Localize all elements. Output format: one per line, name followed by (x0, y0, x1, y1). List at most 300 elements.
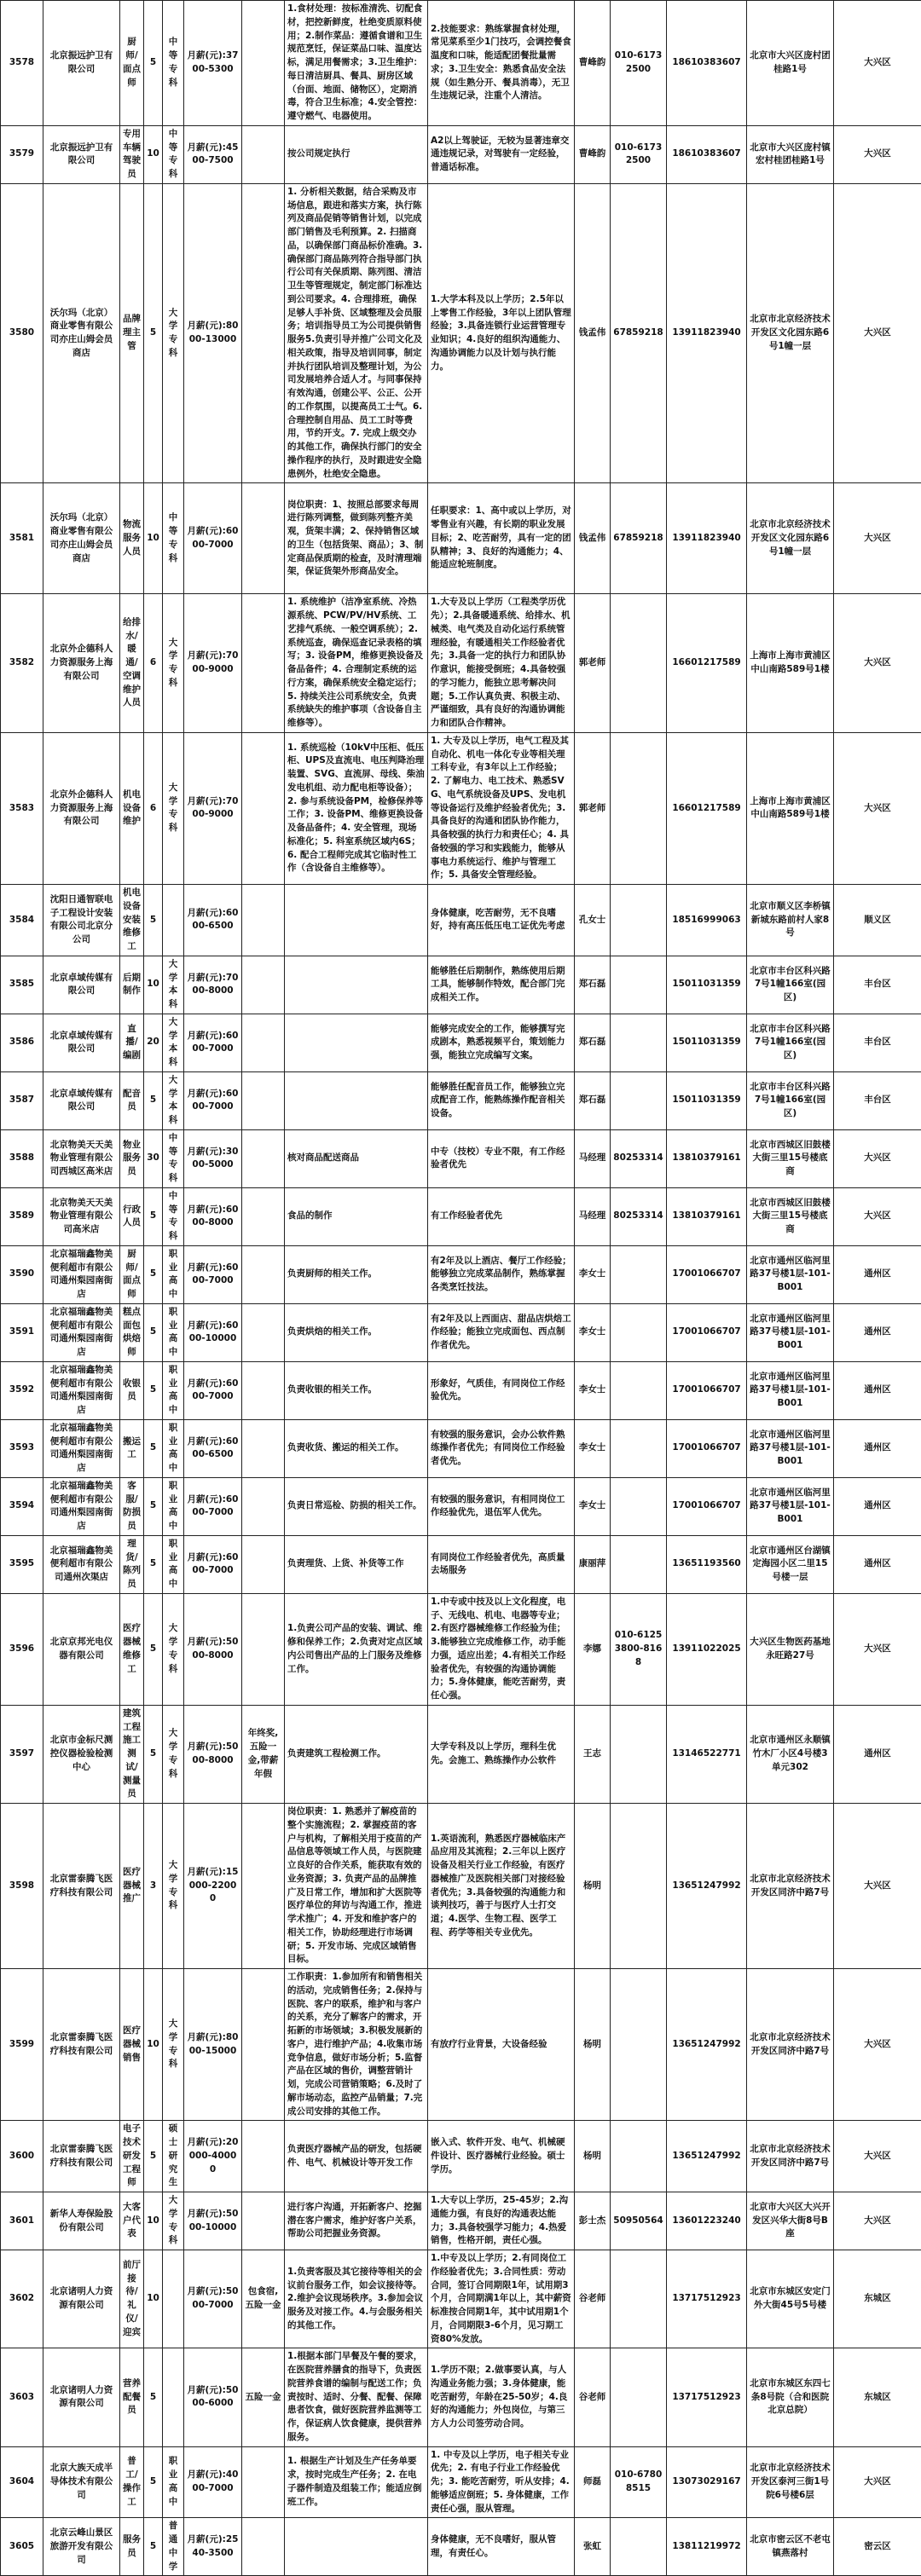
education-cell: 职业高中 (163, 2446, 184, 2518)
requirements-cell: 1.中专及以上学历；2.有同岗位工作经验者优先；3.合同性质：劳动合同，签订合同期限1年，试用期3个月，合同期满1年以上，其中薪资标准按合同期1年，其中试用期1个月，合同期限3-6个月，见习期工资80%发放。 (428, 2250, 575, 2348)
headcount-cell: 20 (144, 1014, 163, 1071)
contact-person-cell: 谷老师 (575, 2250, 611, 2348)
contact-person-cell: 杨明 (575, 1969, 611, 2121)
landline-cell (611, 732, 667, 884)
contact-person-cell: 马经理 (575, 1129, 611, 1187)
company-name-cell: 北京卓域传媒有限公司 (43, 1014, 120, 1071)
district-cell: 大兴区 (834, 2192, 921, 2250)
position-cell: 后期制作 (120, 956, 144, 1014)
district-cell: 大兴区 (834, 483, 921, 594)
duties-cell: 1. 根据生产计划及生产任务单要求，按时完成生产任务；2. 在电子器件制造及组装工作；能适应倒班工作。 (285, 2446, 428, 2518)
salary-cell: 月薪(元):5000-6000 (184, 2348, 242, 2446)
position-cell: 医疗器械维修工 (120, 1593, 144, 1705)
contact-person-cell: 郭老师 (575, 594, 611, 733)
headcount-cell: 5 (144, 1593, 163, 1705)
benefits-cell (242, 1071, 285, 1129)
position-cell: 医疗器械销售 (120, 1969, 144, 2121)
requirements-cell: 嵌入式、软件开发、电气、机械硬件设计、医疗器械行业经验。硕士学历。 (428, 2121, 575, 2192)
duties-cell: 负责医疗器械产品的研发，包括硬件、电气、机械设计等开发工作 (285, 2121, 428, 2192)
requirements-cell: 1.大专以上学历，25-45岁；2.沟通能力强，有良好的沟通表达能力；3.具备较强学习能力；4.热爱销售，性格开朗，责任心强。 (428, 2192, 575, 2250)
requirements-cell: 2.技能要求：熟练掌握食材处理，常见菜系至少1门技巧，会调控餐食温度和口味，能适配团餐批量需求；3.卫生安全：熟悉食品安全法规（如生熟分开、餐具消毒），无卫生违规记录，注重个人清洁。 (428, 1, 575, 126)
row-id-cell: 3583 (1, 732, 43, 884)
position-cell: 服务员 (120, 2518, 144, 2576)
requirements-cell: 有放疗行业背景，大设备经验 (428, 1969, 575, 2121)
headcount-cell: 5 (144, 2348, 163, 2446)
row-id-cell: 3585 (1, 956, 43, 1014)
education-cell: 职业高中 (163, 1477, 184, 1535)
landline-cell (611, 1071, 667, 1129)
benefits-cell (242, 1361, 285, 1419)
address-cell: 北京市顺义区李桥镇新城东路前村人家8号 (747, 885, 834, 956)
mobile-cell: 17001066707 (667, 1245, 747, 1303)
table-row (1, 594, 921, 733)
district-cell: 通州区 (834, 1361, 921, 1419)
table-row (1, 1535, 921, 1593)
requirements-cell: 身体健康，无不良嗜好，服从管理，有责任心。 (428, 2518, 575, 2576)
district-cell: 东城区 (834, 2348, 921, 2446)
contact-person-cell: 马经理 (575, 1187, 611, 1245)
position-cell: 行政人员 (120, 1187, 144, 1245)
education-cell: 职业高中 (163, 1419, 184, 1477)
benefits-cell (242, 1187, 285, 1245)
headcount-cell: 5 (144, 1419, 163, 1477)
contact-person-cell: 曹峰韵 (575, 125, 611, 183)
requirements-cell: 大学专科及以上学历，理科生优先。会施工、熟练操作办公软件 (428, 1705, 575, 1803)
duties-cell: 1.食材处理：按标准清洗、切配食材，把控新鲜度，杜绝变质原料使用；2.制作菜品：遵循食谱和卫生规范烹饪，保证菜品口味、温度达标，满足用餐需求；3.卫生维护：每日清洁厨具、餐具、厨房区域（台面、地面、储物区），定期消毒，符合卫生标准；4.安全管控：遵守燃气、电器使用。 (285, 1, 428, 126)
address-cell: 北京市北京经济技术开发区文化园东路6号1幢一层 (747, 183, 834, 483)
education-cell: 大学专科 (163, 2192, 184, 2250)
requirements-cell: 1. 中专及以上学历，电子相关专业优先；2. 有电子行业工作经验优先；3. 能吃苦耐劳，听从安排；4. 能够适应倒班；5. 身体健康，工作责任心强，服从管理。 (428, 2446, 575, 2518)
mobile-cell: 18610383607 (667, 125, 747, 183)
position-cell: 厨师/面点师 (120, 1, 144, 126)
mobile-cell: 17001066707 (667, 1419, 747, 1477)
address-cell: 北京市西城区旧鼓楼大街三里15号楼底商 (747, 1187, 834, 1245)
table-row (1, 2446, 921, 2518)
duties-cell: 负责日常巡检、防损的相关工作。 (285, 1477, 428, 1535)
mobile-cell: 13651247992 (667, 1804, 747, 1969)
headcount-cell: 10 (144, 483, 163, 594)
contact-person-cell: 郑石磊 (575, 1014, 611, 1071)
table-row (1, 1969, 921, 2121)
benefits-cell (242, 732, 285, 884)
contact-person-cell: 郑石磊 (575, 956, 611, 1014)
requirements-cell: 有2年及以上西面店、甜品店烘焙工作经验；能独立完成面包、西点制作者优先。 (428, 1303, 575, 1361)
table-row (1, 2348, 921, 2446)
salary-cell: 月薪(元):7000-9000 (184, 594, 242, 733)
address-cell: 北京市东城区安定门外大街45号5号楼 (747, 2250, 834, 2348)
headcount-cell: 5 (144, 1361, 163, 1419)
contact-person-cell: 郑石磊 (575, 1071, 611, 1129)
mobile-cell: 17001066707 (667, 1361, 747, 1419)
benefits-cell (242, 1477, 285, 1535)
requirements-cell: 1.学历不限；2.做事要认真，与人沟通业务能力强；3.身体健康，能吃苦耐劳，年龄在25-50岁；4.良好的沟通能力；外包岗位，与第三方人力公司签劳动合同。 (428, 2348, 575, 2446)
headcount-cell: 5 (144, 2446, 163, 2518)
duties-cell: 1. 分析相关数据，结合采购及市场信息，跟进和落实方案，执行陈列及商品促销等销售计划，以完成部门销售及毛利预算。2. 扫描商品，以确保部门商品标价准确。3. 确保部门商品陈列符合指导部门执行公司有关保质期、陈列图、清洁卫生等管理规定，制定部门标准达到公司要求。4. 合理排班，确保足够人手补货、区域整理及会员服务；培训指导员工为公司提供销售服务5.负责引导并推广公司文化及相关政策，指导及培训同事，制定并执行团队培训及整理计划，为公司发展培养合适人才。与同事保持有效沟通，创建公平、公正、公开的工作氛围，以提高员工士气。6. 合理控制自用品、员工工时等费用，节约开支。7. 完成上级交办的其他工作，确保执行部门的安全操作程序的执行，及时跟进安全隐患例外，杜绝安全隐患。 (285, 183, 428, 483)
headcount-cell: 5 (144, 1071, 163, 1129)
requirements-cell: 有同岗位工作经验者优先，高质量去场服务 (428, 1535, 575, 1593)
row-id-cell: 3604 (1, 2446, 43, 2518)
district-cell: 通州区 (834, 1419, 921, 1477)
headcount-cell: 10 (144, 2250, 163, 2348)
landline-cell (611, 2250, 667, 2348)
position-cell: 收银员 (120, 1361, 144, 1419)
duties-cell: 岗位职责：1、按照总部要求每周进行陈列调整，做到陈列整齐美观，货架丰满；2、保持销售区域的卫生（包括货架、商品）；3、制定商品保质期的检查，及时清理端架，保证货架外形商品安全。 (285, 483, 428, 594)
contact-person-cell: 李女士 (575, 1245, 611, 1303)
address-cell: 北京市通州区台湖镇定海园小区二里15号楼一层 (747, 1535, 834, 1593)
contact-person-cell: 李女士 (575, 1303, 611, 1361)
benefits-cell (242, 956, 285, 1014)
headcount-cell: 30 (144, 1129, 163, 1187)
education-cell: 大学专科 (163, 1705, 184, 1803)
landline-cell (611, 1969, 667, 2121)
requirements-cell: 有较强的服务意识，会办公软件熟练操作者优先；有同岗位工作经验者优先。 (428, 1419, 575, 1477)
mobile-cell: 13911823940 (667, 183, 747, 483)
landline-cell (611, 1535, 667, 1593)
address-cell: 北京市北京经济技术开发区同济中路7号 (747, 2121, 834, 2192)
contact-person-cell: 郭老师 (575, 732, 611, 884)
mobile-cell: 16601217589 (667, 732, 747, 884)
position-cell: 医疗器械推广 (120, 1804, 144, 1969)
landline-cell (611, 956, 667, 1014)
company-name-cell: 北京福瑞鑫物美便利超市有限公司通州梨园南街店 (43, 1303, 120, 1361)
district-cell: 通州区 (834, 1477, 921, 1535)
company-name-cell: 北京云峰山景区旅游开发有限公司 (43, 2518, 120, 2576)
education-cell: 硕士研究生 (163, 2121, 184, 2192)
row-id-cell: 3578 (1, 1, 43, 126)
education-cell: 大学专科 (163, 594, 184, 733)
row-id-cell: 3586 (1, 1014, 43, 1071)
district-cell: 大兴区 (834, 1804, 921, 1969)
row-id-cell: 3594 (1, 1477, 43, 1535)
salary-cell: 月薪(元):7000-9000 (184, 732, 242, 884)
mobile-cell: 17001066707 (667, 1303, 747, 1361)
table-row (1, 1071, 921, 1129)
row-id-cell: 3600 (1, 2121, 43, 2192)
duties-cell: 工作职责：1.参加所有和销售相关的活动，完成销售任务；2.保持与医院、客户的联系，维护和与客户的关系，充分了解客户的需求，开拓新的市场领域；3.积极发展新的客户，进行维护产品；4.收集市场竞争信息，做好市场分析；5.监督产品在区域的售价，调整营销计划，完成公司营销策略；6.及时了解市场动态，监控产品销量；7.完成公司安排的其他工作。 (285, 1969, 428, 2121)
benefits-cell (242, 1419, 285, 1477)
mobile-cell: 13601223240 (667, 2192, 747, 2250)
duties-cell: 进行客户沟通，开拓新客户、挖掘潜在客户需求，维护好客户关系，帮助公司把握业务资源。 (285, 2192, 428, 2250)
job-rows (1, 1, 921, 2576)
benefits-cell (242, 1245, 285, 1303)
headcount-cell: 5 (144, 2518, 163, 2576)
table-row (1, 2192, 921, 2250)
salary-cell: 月薪(元):6000-6500 (184, 885, 242, 956)
headcount-cell: 5 (144, 183, 163, 483)
education-cell: 大学专科 (163, 1969, 184, 2121)
benefits-cell (242, 885, 285, 956)
salary-cell: 月薪(元):4500-7500 (184, 125, 242, 183)
row-id-cell: 3595 (1, 1535, 43, 1593)
benefits-cell: 包食宿,五险一金 (242, 2250, 285, 2348)
table-row (1, 1361, 921, 1419)
company-name-cell: 北京雷泰腾飞医疗科技有限公司 (43, 2121, 120, 2192)
contact-person-cell: 张虹 (575, 2518, 611, 2576)
requirements-cell: 身体健康，吃苦耐劳，无不良嗜好，持有高压低压电工证优先考虑 (428, 885, 575, 956)
address-cell: 北京市大兴区庞村团桂路1号 (747, 1, 834, 126)
mobile-cell: 18516999063 (667, 885, 747, 956)
salary-cell: 月薪(元):5000-8000 (184, 1705, 242, 1803)
district-cell: 丰台区 (834, 1071, 921, 1129)
table-row (1, 1419, 921, 1477)
table-row (1, 1705, 921, 1803)
company-name-cell: 北京福瑞鑫物美便利超市有限公司通州次渠店 (43, 1535, 120, 1593)
duties-cell: 1. 系统巡检（10kV中压柜、低压柜、UPS及直流电、电压判降治理装置、SVG、直流屏、母线、柴油发电机组、动力配电柜等设备）；2. 参与系统设备PM，检修保养等工作；3. 设备PM、维修更换设备及备品备件；4. 安全管理，现场标准化；5. 科室系统区域内6S；6. 配合工程师完成其它临时性工作（含设备自主维修等）。 (285, 732, 428, 884)
education-cell: 职业高中 (163, 1535, 184, 1593)
district-cell: 通州区 (834, 1245, 921, 1303)
benefits-cell (242, 1593, 285, 1705)
company-name-cell: 沃尔玛（北京）商业零售有限公司亦庄山姆会员商店 (43, 183, 120, 483)
contact-person-cell: 李女士 (575, 1361, 611, 1419)
table-row (1, 1, 921, 126)
benefits-cell (242, 2446, 285, 2518)
benefits-cell: 年终奖,五险一金,带薪年假 (242, 1705, 285, 1803)
address-cell: 北京市北京经济技术开发区同济中路7号 (747, 1804, 834, 1969)
education-cell: 中等专科 (163, 1187, 184, 1245)
district-cell: 东城区 (834, 2250, 921, 2348)
address-cell: 北京市丰台区科兴路7号1幢166室(园区) (747, 956, 834, 1014)
duties-cell: 1.负责客服及其它接待等相关的会议前台服务工作，如会议接待等。2.维护会议现场秩序。3.参加会议服务及对接工作。4.与会服务相关的其他工作。 (285, 2250, 428, 2348)
duties-cell: 负责收货、搬运的相关工作。 (285, 1419, 428, 1477)
education-cell (163, 885, 184, 956)
table-row (1, 1014, 921, 1071)
row-id-cell: 3602 (1, 2250, 43, 2348)
contact-person-cell: 王志 (575, 1705, 611, 1803)
education-cell (163, 2250, 184, 2348)
mobile-cell: 13651247992 (667, 2121, 747, 2192)
salary-cell: 月薪(元):6000-7000 (184, 1477, 242, 1535)
education-cell: 职业高中 (163, 1245, 184, 1303)
row-id-cell: 3601 (1, 2192, 43, 2250)
row-id-cell: 3599 (1, 1969, 43, 2121)
mobile-cell: 13810379161 (667, 1129, 747, 1187)
table-row (1, 1593, 921, 1705)
district-cell: 大兴区 (834, 2121, 921, 2192)
row-id-cell: 3603 (1, 2348, 43, 2446)
headcount-cell: 5 (144, 1245, 163, 1303)
district-cell: 大兴区 (834, 183, 921, 483)
headcount-cell: 5 (144, 1303, 163, 1361)
table-row (1, 1477, 921, 1535)
address-cell: 北京市大兴区大兴开发区兴华大街8号B座 (747, 2192, 834, 2250)
headcount-cell: 10 (144, 1969, 163, 2121)
address-cell: 北京市密云区不老屯镇燕落村 (747, 2518, 834, 2576)
salary-cell: 月薪(元):5000-8000 (184, 1593, 242, 1705)
company-name-cell: 北京诸明人力资源有限公司 (43, 2348, 120, 2446)
table-row (1, 2518, 921, 2576)
position-cell: 前厅接待/礼仪/迎宾 (120, 2250, 144, 2348)
benefits-cell (242, 2121, 285, 2192)
address-cell: 大兴区生物医药基地永旺路27号 (747, 1593, 834, 1705)
headcount-cell: 5 (144, 1705, 163, 1803)
mobile-cell: 13810379161 (667, 1187, 747, 1245)
landline-cell: 50950564 (611, 2192, 667, 2250)
table-row (1, 1245, 921, 1303)
company-name-cell: 北京卓域传媒有限公司 (43, 956, 120, 1014)
district-cell: 顺义区 (834, 885, 921, 956)
duties-cell (285, 2518, 428, 2576)
salary-cell: 月薪(元):3000-5000 (184, 1129, 242, 1187)
contact-person-cell: 杨明 (575, 1804, 611, 1969)
salary-cell: 月薪(元):20000-40000 (184, 2121, 242, 2192)
benefits-cell (242, 1535, 285, 1593)
benefits-cell (242, 125, 285, 183)
district-cell: 密云区 (834, 2518, 921, 2576)
salary-cell: 月薪(元):6000-7000 (184, 483, 242, 594)
mobile-cell: 18610383607 (667, 1, 747, 126)
company-name-cell: 北京福瑞鑫物美便利超市有限公司通州梨园南街店 (43, 1245, 120, 1303)
row-id-cell: 3581 (1, 483, 43, 594)
requirements-cell: 能够完成安全的工作，能够撰写完成剧本，熟悉视频平台，策划能力强，能独立完成编写文案。 (428, 1014, 575, 1071)
address-cell: 北京市通州区永顺镇竹木厂小区4号楼3单元302 (747, 1705, 834, 1803)
row-id-cell: 3597 (1, 1705, 43, 1803)
education-cell (163, 2348, 184, 2446)
mobile-cell: 15011031359 (667, 1014, 747, 1071)
landline-cell: 010-61253800-8168 (611, 1593, 667, 1705)
company-name-cell: 北京物美天天美物业管理有限公司西城区高米店 (43, 1129, 120, 1187)
landline-cell (611, 1361, 667, 1419)
contact-person-cell: 钱孟伟 (575, 483, 611, 594)
headcount-cell: 10 (144, 125, 163, 183)
landline-cell (611, 1303, 667, 1361)
address-cell: 上海市上海市黄浦区中山南路589号1楼 (747, 732, 834, 884)
contact-person-cell: 钱孟伟 (575, 183, 611, 483)
landline-cell (611, 2348, 667, 2446)
district-cell: 大兴区 (834, 1, 921, 126)
position-cell: 大客户代表 (120, 2192, 144, 2250)
table-row (1, 1303, 921, 1361)
company-name-cell: 北京大族天成半导体技术有限公司 (43, 2446, 120, 2518)
mobile-cell: 13146522771 (667, 1705, 747, 1803)
requirements-cell: 1. 大专及以上学历，电气工程及其自动化、机电一体化专业等相关理工科专业，有3年以上工作经验；2. 了解电力、电工技术、熟悉SVG、电气系统设备及UPS、发电机等设备运行及维护经验者优先；3. 具备良好的沟通和团队协作能力，具备较强的执行力和责任心；4. 具备较强的学习和实践能力，能够从事电力系统运行、维护与管理工作；5. 具备安全管理经验。 (428, 732, 575, 884)
district-cell: 大兴区 (834, 1129, 921, 1187)
position-cell: 给排水/暖通/空调维护人员 (120, 594, 144, 733)
landline-cell: 80253314 (611, 1129, 667, 1187)
row-id-cell: 3587 (1, 1071, 43, 1129)
position-cell: 机电设备安装维修工 (120, 885, 144, 956)
duties-cell: 岗位职责：1. 熟悉并了解疫苗的整个实施流程；2. 掌握疫苗的客户与机构，了解相关用于疫苗的产品信息等领域工作人员，与医院建立良好的合作关系，能获取有效的业务资源；3. 负责产品的品牌推广及日常工作，增加和扩大医院等医疗单位的拜访与沟通工作，推进学术推广；4. 开发和维护客户的相关工作，协助经理进行市场调研；5. 开发市场、完成区域销售目标。 (285, 1804, 428, 1969)
education-cell: 普通中学 (163, 2518, 184, 2576)
headcount-cell: 6 (144, 594, 163, 733)
headcount-cell: 5 (144, 1477, 163, 1535)
row-id-cell: 3605 (1, 2518, 43, 2576)
table-row (1, 1804, 921, 1969)
address-cell: 北京市丰台区科兴路7号1幢166室(园区) (747, 1014, 834, 1071)
row-id-cell: 3584 (1, 885, 43, 956)
education-cell: 大学本科 (163, 956, 184, 1014)
headcount-cell: 5 (144, 1535, 163, 1593)
salary-cell: 月薪(元):6000-7000 (184, 1014, 242, 1071)
education-cell: 职业高中 (163, 1303, 184, 1361)
mobile-cell: 13073029167 (667, 2446, 747, 2518)
duties-cell (285, 956, 428, 1014)
headcount-cell: 5 (144, 2121, 163, 2192)
district-cell: 通州区 (834, 1535, 921, 1593)
education-cell: 中等专科 (163, 1, 184, 126)
contact-person-cell: 师磊 (575, 2446, 611, 2518)
row-id-cell: 3593 (1, 1419, 43, 1477)
benefits-cell (242, 183, 285, 483)
position-cell: 专用车辆驾驶员 (120, 125, 144, 183)
row-id-cell: 3588 (1, 1129, 43, 1187)
landline-cell (611, 2121, 667, 2192)
contact-person-cell: 彭士杰 (575, 2192, 611, 2250)
row-id-cell: 3596 (1, 1593, 43, 1705)
duties-cell (285, 1014, 428, 1071)
landline-cell (611, 1419, 667, 1477)
landline-cell: 010-61732500 (611, 125, 667, 183)
district-cell: 大兴区 (834, 732, 921, 884)
row-id-cell: 3589 (1, 1187, 43, 1245)
salary-cell: 月薪(元):4000-7000 (184, 2446, 242, 2518)
headcount-cell: 10 (144, 2192, 163, 2250)
row-id-cell: 3592 (1, 1361, 43, 1419)
salary-cell: 月薪(元):6000-6500 (184, 1419, 242, 1477)
company-name-cell: 北京雷泰腾飞医疗科技有限公司 (43, 1969, 120, 2121)
district-cell: 大兴区 (834, 1969, 921, 2121)
education-cell: 大学专科 (163, 1593, 184, 1705)
table-row (1, 885, 921, 956)
headcount-cell: 6 (144, 732, 163, 884)
benefits-cell (242, 2192, 285, 2250)
contact-person-cell: 杨明 (575, 2121, 611, 2192)
position-cell: 搬运工 (120, 1419, 144, 1477)
benefits-cell (242, 1804, 285, 1969)
company-name-cell: 北京福瑞鑫物美便利超市有限公司通州梨园南街店 (43, 1419, 120, 1477)
landline-cell: 010-61732500 (611, 1, 667, 126)
requirements-cell: 1.大学本科及以上学历；2.5年以上零售工作经验，3年以上团队管理经验；3.具备连锁行业运营管理专业知识；4.良好的组织沟通能力、沟通协调能力以及计划与执行能力。 (428, 183, 575, 483)
company-name-cell: 北京外企德科人力资源服务上海有限公司 (43, 594, 120, 733)
headcount-cell: 3 (144, 1804, 163, 1969)
position-cell: 营养配餐员 (120, 2348, 144, 2446)
district-cell: 大兴区 (834, 2446, 921, 2518)
headcount-cell: 5 (144, 1, 163, 126)
salary-cell: 月薪(元):6000-7000 (184, 1535, 242, 1593)
company-name-cell: 沃尔玛（北京）商业零售有限公司亦庄山姆会员商店 (43, 483, 120, 594)
table-row (1, 483, 921, 594)
education-cell: 大学本科 (163, 1014, 184, 1071)
table-row (1, 1187, 921, 1245)
district-cell: 大兴区 (834, 594, 921, 733)
salary-cell: 月薪(元):7000-8000 (184, 956, 242, 1014)
contact-person-cell: 李女士 (575, 1419, 611, 1477)
landline-cell (611, 1014, 667, 1071)
mobile-cell: 13717512923 (667, 2250, 747, 2348)
table-row (1, 956, 921, 1014)
duties-cell: 负责收银的相关工作。 (285, 1361, 428, 1419)
district-cell: 丰台区 (834, 1014, 921, 1071)
row-id-cell: 3598 (1, 1804, 43, 1969)
benefits-cell (242, 1303, 285, 1361)
district-cell: 丰台区 (834, 956, 921, 1014)
salary-cell: 月薪(元):2540-3500 (184, 2518, 242, 2576)
education-cell: 大学专科 (163, 183, 184, 483)
position-cell: 物业服务员 (120, 1129, 144, 1187)
education-cell: 大学专科 (163, 732, 184, 884)
position-cell: 品牌理主管 (120, 183, 144, 483)
mobile-cell: 16601217589 (667, 594, 747, 733)
landline-cell (611, 1245, 667, 1303)
mobile-cell: 13811219972 (667, 2518, 747, 2576)
address-cell: 北京市大兴区庞村镇宏村桂团桂路1号 (747, 125, 834, 183)
salary-cell: 月薪(元):5000-10000 (184, 2192, 242, 2250)
requirements-cell: 1.大专及以上学历（工程类学历优先）；2.具备暖通系统、给排水、机械类、电气类及自动化运行系统管理经验，有暖通相关工作经验者优先；3.具备一定的执行力和团队协作意识，能接受倒班；4.具备较强的学习能力，能独立思考解决问题；5.工作认真负责、积极主动、严谨细致，具有良好的沟通协调能力和团队合作精神。 (428, 594, 575, 733)
address-cell: 北京市北京经济技术开发区同济中路7号 (747, 1969, 834, 2121)
landline-cell: 67859218 (611, 483, 667, 594)
district-cell: 通州区 (834, 1303, 921, 1361)
education-cell: 职业高中 (163, 1361, 184, 1419)
education-cell: 大学专科 (163, 1804, 184, 1969)
